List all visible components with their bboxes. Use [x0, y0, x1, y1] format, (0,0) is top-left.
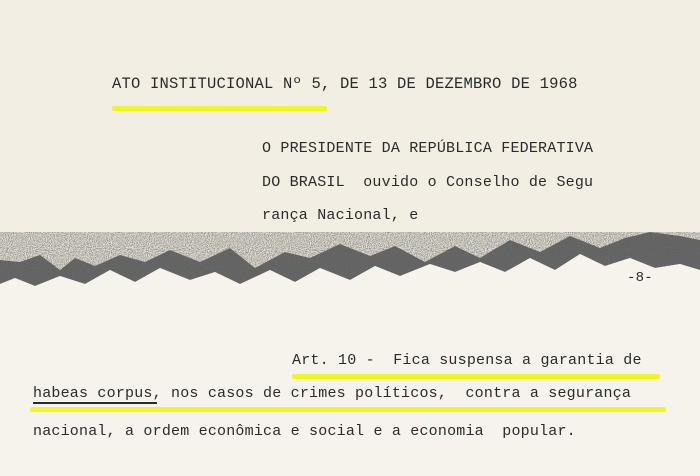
- habeas-corpus-underline: [33, 402, 157, 404]
- preamble-line-3: rança Nacional, e: [262, 207, 419, 224]
- page-number: -8-: [627, 270, 653, 286]
- article-line-1: Art. 10 - Fica suspensa a garantia de: [292, 352, 642, 369]
- article-line-3: nacional, a ordem econômica e social e a economia popular.: [33, 423, 576, 440]
- preamble-line-2: DO BRASIL ouvido o Conselho de Segu: [262, 174, 594, 191]
- article-line-2: habeas corpus, nos casos de crimes políticos, contra a segurança: [33, 385, 632, 402]
- document-title: ATO INSTITUCIONAL Nº 5, DE 13 DE DEZEMBRO DE 1968: [112, 75, 578, 93]
- article-highlight-2: [30, 407, 666, 412]
- preamble-line-1: O PRESIDENTE DA REPÚBLICA FEDERATIVA: [262, 140, 594, 157]
- article-highlight-1: [292, 374, 660, 379]
